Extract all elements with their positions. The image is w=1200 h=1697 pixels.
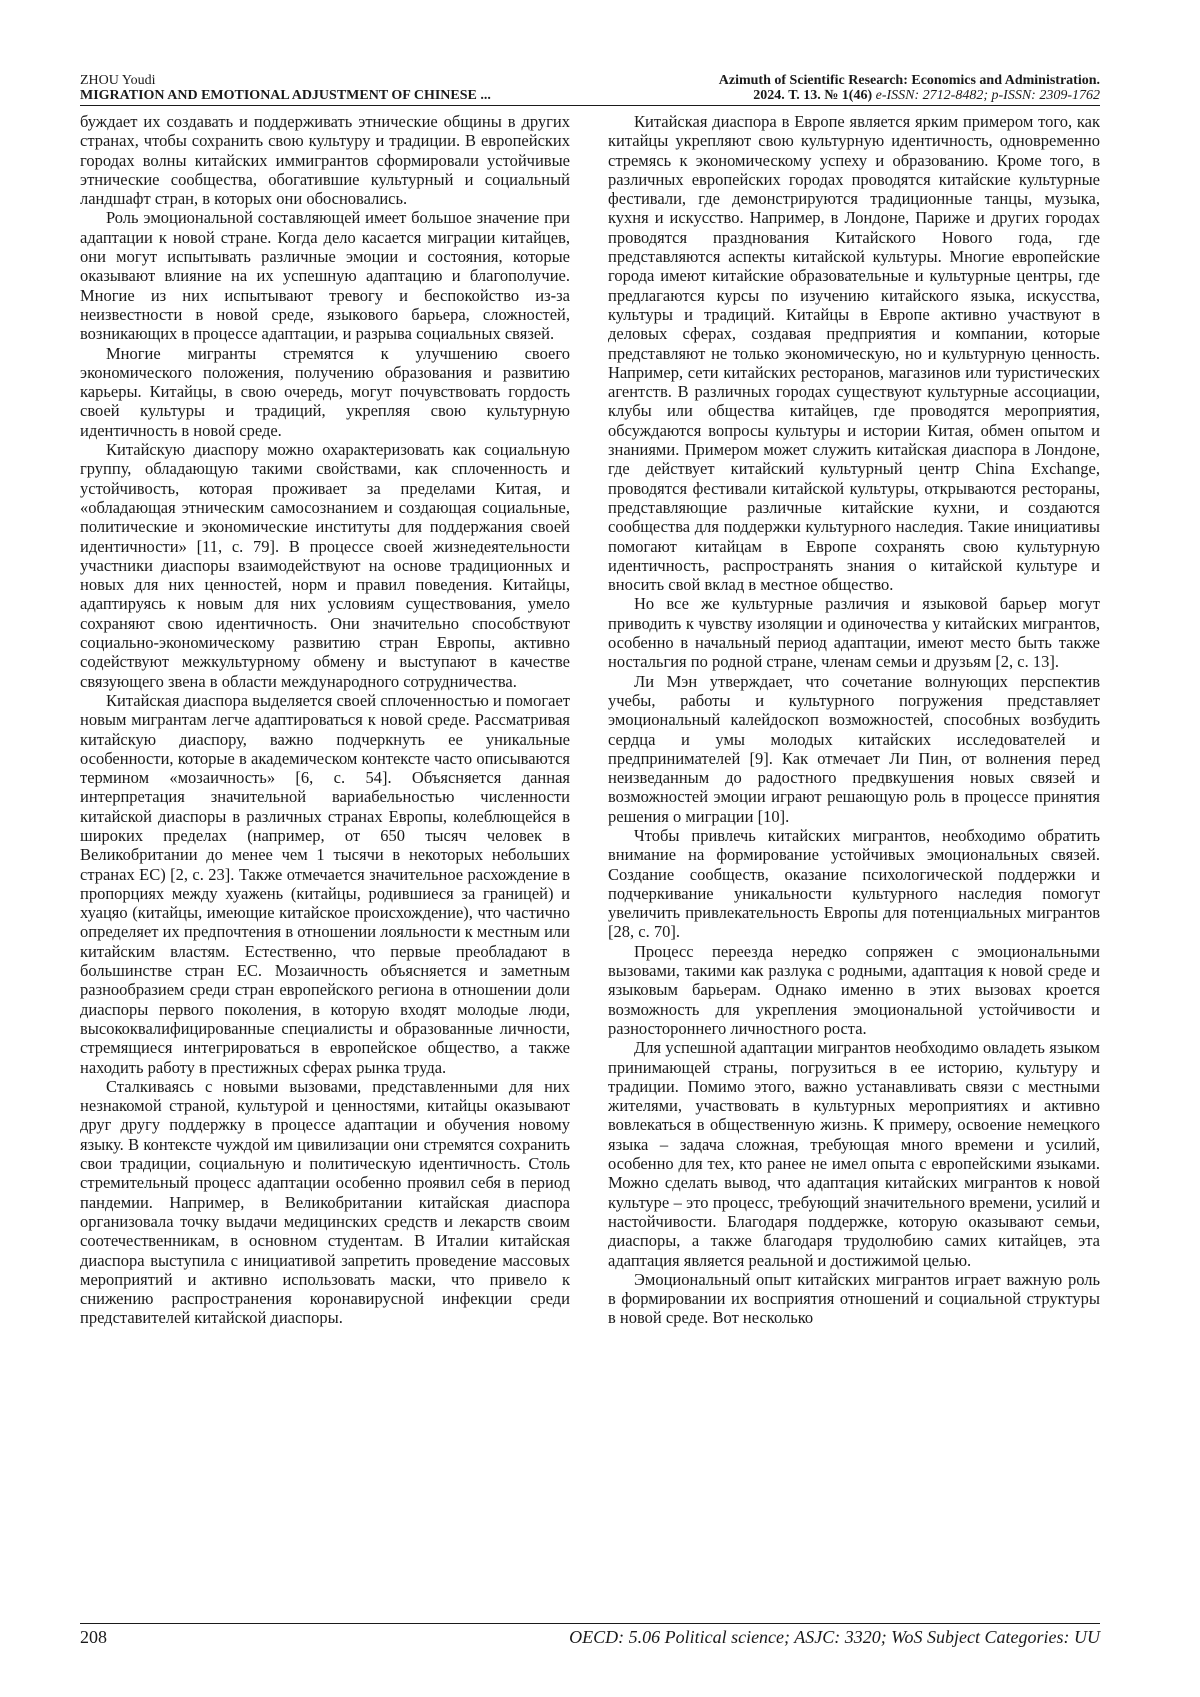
paragraph: Китайскую диаспору можно охарактеризовать как социальную группу, обладающую такими свойствами, как сплоченность и устойчивость, которая проживает за пределами Китая, и «обладающая этническим самосознанием и создающая социальные, политические и экономические институты для поддержания своей идентичности» [11, с. 79]. В процессе своей жизнедеятельности участники диаспоры взаимодействуют на основе традиционных и новых для них ценностей, норм и правил поведения. Китайцы, адаптируясь к новым для них условиям существования, умело сохраняют свою идентичность. Они значительно способствуют социально-экономическому развитию стран Европы, активно содействуют межкультурному обмену и выступают в качестве связующего звена в области международного сотрудничества. [80,440,570,691]
paragraph: Но все же культурные различия и языковой барьер могут приводить к чувству изоляции и одиночества у китайских мигрантов, особенно в начальный период адаптации, имеют место быть также ностальгия по родной стране, членам семьи и друзьям [2, с. 13]. [608,594,1100,672]
paragraph: Эмоциональный опыт китайских мигрантов играет важную роль в формировании их восприятия отношений и социальной структуры в новой среде. Вот несколько [608,1269,1100,1328]
paragraph: буждает их создавать и поддерживать этнические общины в других странах, чтобы сохранить свою культуру и традиции. В европейских городах волны китайских иммигрантов сформировали устойчивые этнические сообщества, обогатившие культурный и социальный ландшафт стран, в которых они обосновались. [80,112,570,209]
header-issue-line [580,88,1100,103]
subject-classification: OECD: 5.06 Political science; ASJC: 3320; WoS Subject Categories: UU [569,1627,1100,1647]
header-divider [80,105,1100,106]
right-column [608,112,1100,1620]
paragraph: Китайская диаспора выделяется своей сплоченностью и помогает новым мигрантам легче адаптироваться к новой среде. Рассматривая китайскую диаспору, важно подчеркнуть ее уникальные особенности, которые в академическом контексте часто описываются термином «мозаичность» [6, с. 54]. Объясняется данная интерпретация значительной вариабельностью численности китайской диаспоры в различных странах Европы, колеблющейся в широких пределах (например, от 650 тысяч человек в Великобритании до менее чем 1 тысячи в некоторых небольших странах ЕС) [2, с. 23]. Также отмечается значительное расхождение в пропорциях между хуажень (китайцы, родившиеся за границей) и хуацяо (китайцы, имеющие китайское происхождение), что частично определяет их предпочтения в отношении лояльности к местным или китайским властям. Естественно, что первые преобладают в большинстве стран ЕС. Мозаичность объясняется и заметным разнообразием среди стран европейского региона в отношении доли диаспоры первого поколения, в которую входят молодые люди, высококвалифицированные специалисты и образованные личности, стремящиеся интегрироваться в европейское общество, а также находить работу в престижных сферах рынка труда. [80,690,570,1077]
header-article-title: MIGRATION AND EMOTIONAL ADJUSTMENT OF CHINESE ... [80,88,491,103]
header-author: ZHOU Youdi [80,73,156,88]
page-number: 208 [80,1627,107,1647]
footer-divider [80,1623,1100,1624]
paragraph: Чтобы привлечь китайских мигрантов, необходимо обратить внимание на формирование устойчивых эмоциональных связей. Создание сообществ, оказание психологической поддержки и подчеркивание уникальности культурного наследия помогут увеличить привлекательность Европы для потенциальных мигрантов [28, с. 70]. [608,825,1100,942]
running-header-left [80,73,640,103]
paragraph: Китайская диаспора в Европе является ярким примером того, как китайцы укрепляют свою культурную идентичность, одновременно стремясь к экономическому успеху и образованию. Кроме того, в различных европейских городах проводятся китайские культурные фестивали, где демонстрируются традиционные танцы, музыка, кухня и искусство. Например, в Лондоне, Париже и других городах проводятся празднования Китайского Нового года, где представляются аспекты китайской культуры. Многие европейские города имеют китайские образовательные и культурные центры, где предлагаются курсы по изучению китайского языка, искусства, культуры и традиций. Китайцы в Европе активно участвуют в деловых сферах, создавая предприятия и компании, которые представляют не только экономическую, но и культурную ценность. Например, сети китайских ресторанов, магазинов или туристических агентств. В различных городах существуют культурные ассоциации, клубы или общества китайцев, где проводятся мероприятия, обсуждаются вопросы культуры и истории Китая, обмен опытом и знаниями. Примером может служить китайская диаспора в Лондоне, где действует китайский культурный центр China Exchange, проводятся фестивали китайской культуры, открываются рестораны, представляющие различные китайские кухни, и создаются сообщества для поддержки культурного наследия. Такие инициативы помогают китайцам в Европе сохранять свою культурную идентичность, распространять знания о китайской культуре и вносить свой вклад в местное общество. [608,112,1100,595]
paragraph: Для успешной адаптации мигрантов необходимо овладеть языком принимающей страны, погрузиться в ее историю, культуру и традиции. Помимо этого, важно устанавливать связи с местными жителями, участвовать в культурных мероприятиях и активно вовлекаться в общественную жизнь. К примеру, освоение немецкого языка – задача сложная, требующая много времени и усилий, особенно для тех, кто ранее не имел опыта с европейскими языками. Можно сделать вывод, что адаптация китайских мигрантов к новой культуре – это процесс, требующий значительного времени, усилий и настойчивости. Благодаря поддержке, которую оказывают семьи, диаспоры, а также благодаря трудолюбию самих китайцев, эта адаптация является реальной и достижимой целью. [608,1038,1100,1270]
running-header-right [580,73,1100,103]
left-column [80,112,570,1620]
paragraph: Ли Мэн утверждает, что сочетание волнующих перспектив учебы, работы и культурного погружения представляет эмоциональный калейдоскоп возможностей, способных возбудить сердца и умы молодых китайских исследователей и предпринимателей [9]. Как отмечает Ли Пин, от волнения перед неизведанным до радостного предвкушения новых связей и возможностей эмоции играют решающую роль в процессе принятия решения о миграции [10]. [608,671,1100,826]
header-journal: Azimuth of Scientific Research: Economics and Administration. [718,73,1100,88]
paragraph: Процесс переезда нередко сопряжен с эмоциональными вызовами, такими как разлука с родными, адаптация к новой среде и языковым барьерам. Однако именно в этих вызовах кроется возможность для укрепления эмоциональной устойчивости и разностороннего личностного роста. [608,941,1100,1038]
header-issue: 2024. Т. 13. № 1(46) [753,88,873,103]
paragraph: Многие мигранты стремятся к улучшению своего экономического положения, получению образования и развитию карьеры. Китайцы, в свою очередь, могут почувствовать гордость своей культуры и традиций, укрепляя свою культурную идентичность в новой среде. [80,343,570,440]
paragraph: Роль эмоциональной составляющей имеет большое значение при адаптации к новой стране. Когда дело касается миграции китайцев, они могут испытывать различные эмоции и состояния, которые оказывают влияние на их успешную адаптацию и благополучие. Многие из них испытывают тревогу и беспокойство из-за неизвестности в новой среде, языкового барьера, сложностей, возникающих в процессе адаптации, и разрыва социальных связей. [80,208,570,344]
header-issn: e-ISSN: 2712-8482; p-ISSN: 2309-1762 [875,88,1100,103]
paragraph: Сталкиваясь с новыми вызовами, представленными для них незнакомой страной, культурой и ценностями, китайцы оказывают друг другу поддержку в процессе адаптации и обучения новому языку. В контексте чуждой им цивилизации они стремятся сохранить свои традиции, социальную и политическую идентичность. Столь стремительный процесс адаптации особенно проявил себя в период пандемии. Например, в Великобритании китайская диаспора организовала точку выдачи медицинских средств и лекарств своим соотечественникам, в основном студентам. В Италии китайская диаспора выступила с инициативой запретить проведение массовых мероприятий и активно использовать маски, что привело к снижению распространения коронавирусной инфекции среди представителей китайской диаспоры. [80,1076,570,1328]
